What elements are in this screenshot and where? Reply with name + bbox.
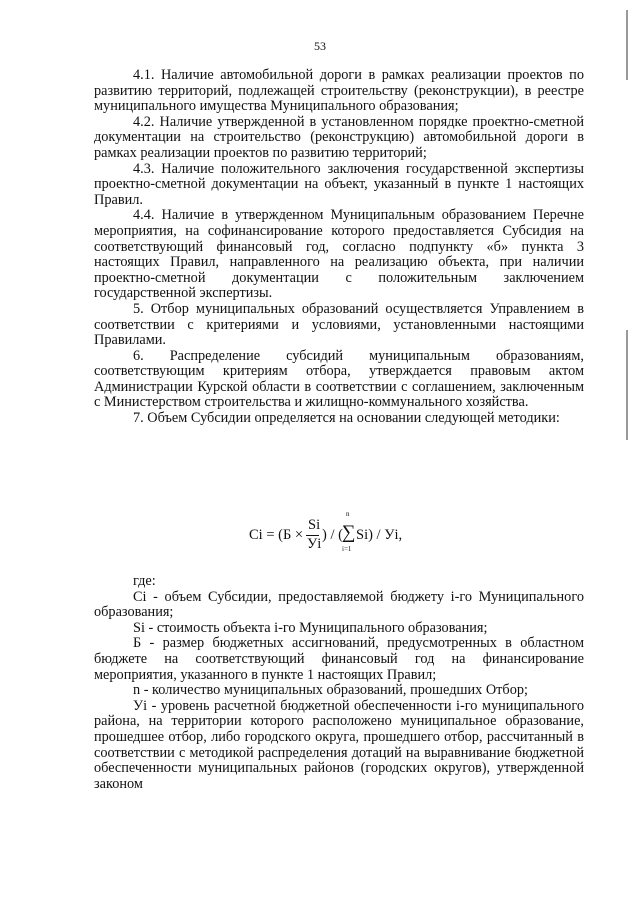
definition-yi: Уi - уровень расчетной бюджетной обеспеченности i-го муниципального района, на территории которого расположено муниципальное образование, прошедшее отбор, либо городского округа, прошедшего отбор, рассчитанный в соответствии с методикой распределения дотаций на выравнивание бюджетной обеспеченности муниципальных районов (городских округов), утвержденной законом: [94, 697, 584, 792]
scan-edge-mark: [626, 10, 628, 80]
page-number: 53: [314, 39, 326, 53]
body-text-top: [94, 68, 584, 427]
where-label: где:: [133, 573, 156, 589]
body-text-bottom: [94, 574, 584, 792]
paragraph-4-1: 4.1. Наличие автомобильной дороги в рамках реализации проектов по развитию территорий, подлежащей строительству (реконструкции), в реестре муниципального имущества Муниципального образования;: [94, 67, 584, 115]
paragraph-6: 6. Распределение субсидий муниципальным образованиям, соответствующим критериям отбора, утверждается правовым актом Администрации Курской области в соответствии с соглашением, заключенным с Министерством строительства и жилищно-коммунального хозяйства.: [94, 347, 584, 411]
definition-n: n - количество муниципальных образований, прошедших Отбор;: [133, 682, 528, 699]
definition-b: Б - размер бюджетных ассигнований, предусмотренных в областном бюджете на соответствующий финансовый год на финансирование мероприятия, указанного в пункте 1 настоящих Правил;: [94, 635, 584, 683]
formula-lhs: Ci = (Б ×: [249, 527, 304, 543]
sum-symbol: ∑: [342, 522, 356, 543]
formula-middle: ) / (: [322, 527, 343, 543]
sum-lower-limit: i=1: [342, 545, 352, 553]
definition-si: Si - стоимость объекта i-го Муниципального образования;: [133, 619, 488, 636]
paragraph-5: 5. Отбор муниципальных образований осуществляется Управлением в соответствии с критериями и условиями, установленными настоящими Правилами.: [94, 300, 584, 349]
paragraph-4-2: 4.2. Наличие утвержденной в установленном порядке проектно-сметной документации на строительство (реконструкцию) автомобильной дороги в рамках реализации проектов по развитию территорий;: [94, 113, 584, 161]
formula-denominator: Уi: [307, 536, 322, 552]
subsidy-formula: [249, 510, 419, 555]
formula-numerator: Si: [308, 517, 321, 533]
sum-upper-limit: n: [346, 510, 350, 518]
paragraph-4-3: 4.3. Наличие положительного заключения государственной экспертизы проектно-сметной документации на объект, указанный в пункте 1 настоящих Правил.: [94, 160, 584, 208]
definition-ci: Ci - объем Субсидии, предоставляемой бюджету i-го Муниципального образования;: [94, 588, 584, 621]
formula-rhs: Si) / Уi,: [356, 527, 403, 543]
scan-edge-mark: [626, 330, 628, 440]
paragraph-4-4: 4.4. Наличие в утвержденном Муниципальным образованием Перечне мероприятия, на софинансирование которого предоставляется Субсидия на соответствующий финансовый год, согласно подпункту «б» пункта 3 настоящих Правил, направленного на реализацию объекта, при наличии проектно-сметной документации с положительным заключением государственной экспертизы.: [94, 207, 584, 302]
paragraph-7: 7. Объем Субсидии определяется на основании следующей методики:: [133, 410, 560, 427]
